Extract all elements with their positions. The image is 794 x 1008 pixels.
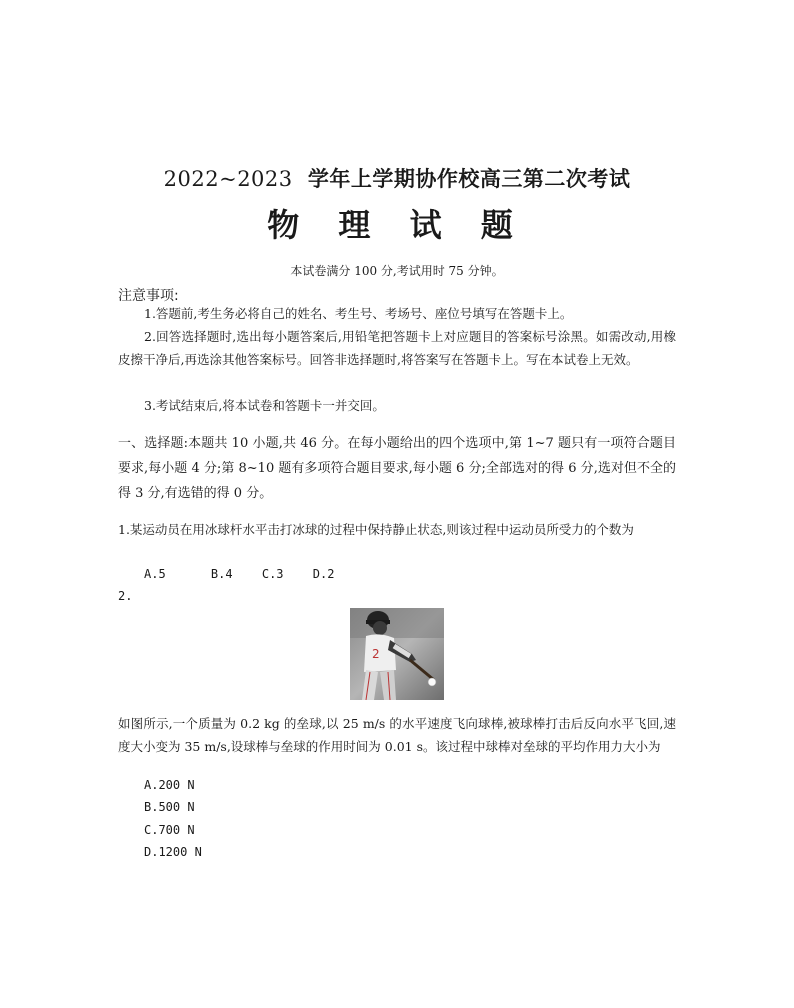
notice-item-1: 1.答题前,考生务必将自己的姓名、考生号、考场号、座位号填写在答题卡上。 <box>144 306 573 321</box>
q1-option-d: D.2 <box>312 567 335 581</box>
q2-option-c: C.700 N <box>144 823 195 837</box>
notice-heading: 注意事项: <box>118 288 179 304</box>
exam-title-text: 学年上学期协作校高三第二次考试 <box>307 167 631 191</box>
subject-title: 物 理 试 题 <box>267 206 527 244</box>
q2-option-d: D.1200 N <box>144 845 202 859</box>
exam-info: 本试卷满分 100 分,考试用时 75 分钟。 <box>290 264 504 278</box>
notice-item-2: 2.回答选择题时,选出每小题答案后,用铅笔把答题卡上对应题目的答案标号涂黑。如需改动,用橡皮擦干净后,再选涂其他答案标号。回答非选择题时,将答案写在答题卡上。写在本试卷上无效。 <box>118 329 676 367</box>
q1-option-b: B.4 <box>210 567 233 581</box>
q1-option-a: A.5 <box>144 567 166 581</box>
svg-text:2: 2 <box>372 647 380 661</box>
q2-option-b: B.500 N <box>144 800 195 814</box>
baseball-batter-photo <box>350 608 444 700</box>
section-instructions: 一、选择题:本题共 10 小题,共 46 分。在每小题给出的四个选项中,第 1~7 题只有一项符合题目要求,每小题 4 分;第 8~10 题有多项符合题目要求,每小题 6 分;全部选对的得 6 分,选对但不全的得 3 分,有选错的得 0 分。 <box>118 436 676 501</box>
question-1-stem: 1.某运动员在用冰球杆水平击打冰球的过程中保持静止状态,则该过程中运动员所受力的个数为 <box>118 522 634 537</box>
q1-option-c: C.3 <box>261 567 284 581</box>
notice-item-3: 3.考试结束后,将本试卷和答题卡一并交回。 <box>144 398 385 413</box>
question-2-number: 2. <box>118 589 133 603</box>
q2-option-a: A.200 N <box>144 778 195 792</box>
question-2-stem: 如图所示,一个质量为 0.2 kg 的垒球,以 25 m/s 的水平速度飞向球棒,被球棒打击后反向水平飞回,速度大小变为 35 m/s,设球棒与垒球的作用时间为 0.01 s。该过程中球棒对垒球的平均作用力大小为 <box>118 716 676 754</box>
question-1-options <box>144 567 334 581</box>
exam-title <box>0 163 794 193</box>
exam-year: 2022~2023 <box>163 167 293 191</box>
